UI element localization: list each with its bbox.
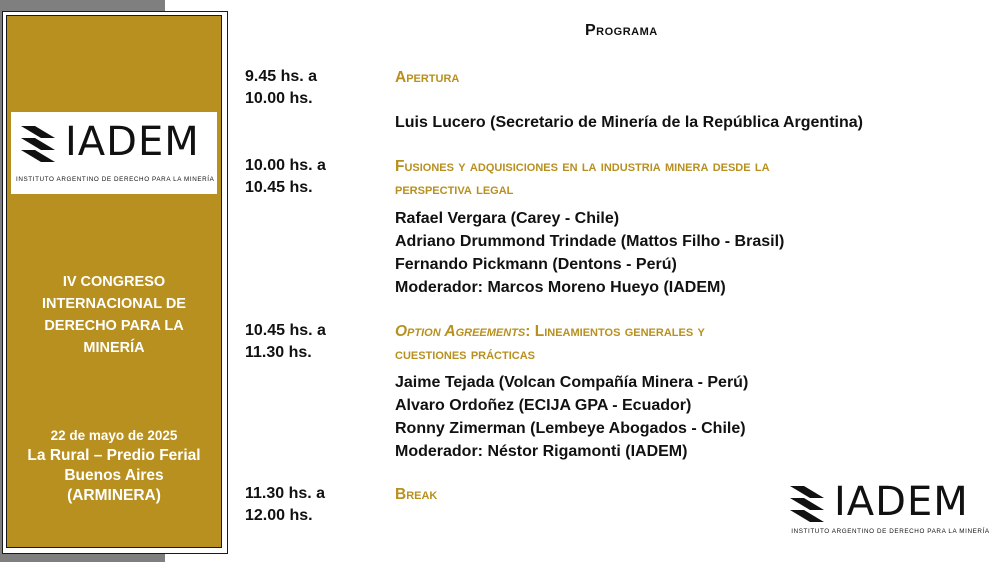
event-date: 22 de mayo de 2025 (50, 428, 178, 443)
logo-wordmark: IADEM (834, 479, 969, 525)
session-title (395, 155, 770, 201)
iadem-logo-icon (790, 484, 830, 528)
logo-subtitle: INSTITUTO ARGENTINO DE DERECHO PARA LA MINERÍA (791, 528, 990, 535)
session-italic-term: Option Agreements (395, 323, 526, 340)
time-slot (245, 66, 317, 110)
program-title: Programa (585, 22, 658, 39)
time-start: 9.45 hs. a (245, 68, 318, 85)
time-end: 12.00 hs. (245, 507, 313, 524)
session-line: Fusiones y adquisiciones en la industria minera desde la (395, 158, 770, 175)
speaker: Alvaro Ordoñez (ECIJA GPA - Ecuador) (395, 397, 692, 414)
speaker-list (395, 111, 863, 134)
congress-line: IV CONGRESO (62, 274, 166, 290)
speaker: Ronny Zimerman (Lembeye Abogados - Chile) (395, 420, 746, 437)
congress-line: DERECHO PARA LA (44, 318, 184, 334)
footer-logo (788, 480, 993, 542)
congress-title (7, 271, 221, 359)
session-line: cuestiones prácticas (395, 346, 535, 363)
session-line (395, 320, 705, 343)
speaker: Jaime Tejada (Volcan Compañía Minera - Perú) (395, 374, 749, 391)
logo-subtitle: INSTITUTO ARGENTINO DE DERECHO PARA LA MINERÍA (16, 176, 215, 183)
time-slot (245, 320, 326, 364)
iadem-logo-icon (21, 124, 61, 168)
venue-line: (ARMINERA) (67, 487, 161, 504)
time-end: 11.30 hs. (245, 344, 312, 361)
session-line: Apertura (395, 69, 460, 86)
speaker: Rafael Vergara (Carey - Chile) (395, 210, 620, 227)
venue-line: Buenos Aires (64, 467, 164, 484)
time-end: 10.00 hs. (245, 90, 313, 107)
session-line-rest: : Lineamientos generales y (525, 323, 705, 340)
time-end: 10.45 hs. (245, 179, 313, 196)
event-venue (7, 446, 221, 506)
sidebar-gold-panel (6, 15, 222, 548)
speaker-list (395, 207, 784, 299)
session-line: perspectiva legal (395, 181, 514, 198)
congress-line: INTERNACIONAL DE (42, 296, 186, 312)
session-title (395, 483, 437, 506)
time-start: 10.45 hs. a (245, 322, 326, 339)
sidebar-logo (11, 112, 217, 194)
event-sidebar (2, 11, 228, 554)
time-slot (245, 483, 325, 527)
speaker: Moderador: Néstor Rigamonti (IADEM) (395, 443, 688, 460)
speaker: Moderador: Marcos Moreno Hueyo (IADEM) (395, 279, 726, 296)
session-title (395, 320, 705, 366)
time-slot (245, 155, 326, 199)
speaker-list (395, 371, 748, 463)
time-start: 11.30 hs. a (245, 485, 326, 502)
congress-line: MINERÍA (83, 340, 145, 356)
speaker: Adriano Drummond Trindade (Mattos Filho - Brasil) (395, 233, 785, 250)
time-start: 10.00 hs. a (245, 157, 326, 174)
session-line: Break (395, 486, 438, 503)
session-title (395, 66, 459, 89)
speaker: Fernando Pickmann (Dentons - Perú) (395, 256, 677, 273)
venue-line: La Rural – Predio Ferial (27, 447, 201, 464)
logo-wordmark: IADEM (65, 119, 200, 165)
speaker: Luis Lucero (Secretario de Minería de la República Argentina) (395, 114, 863, 131)
